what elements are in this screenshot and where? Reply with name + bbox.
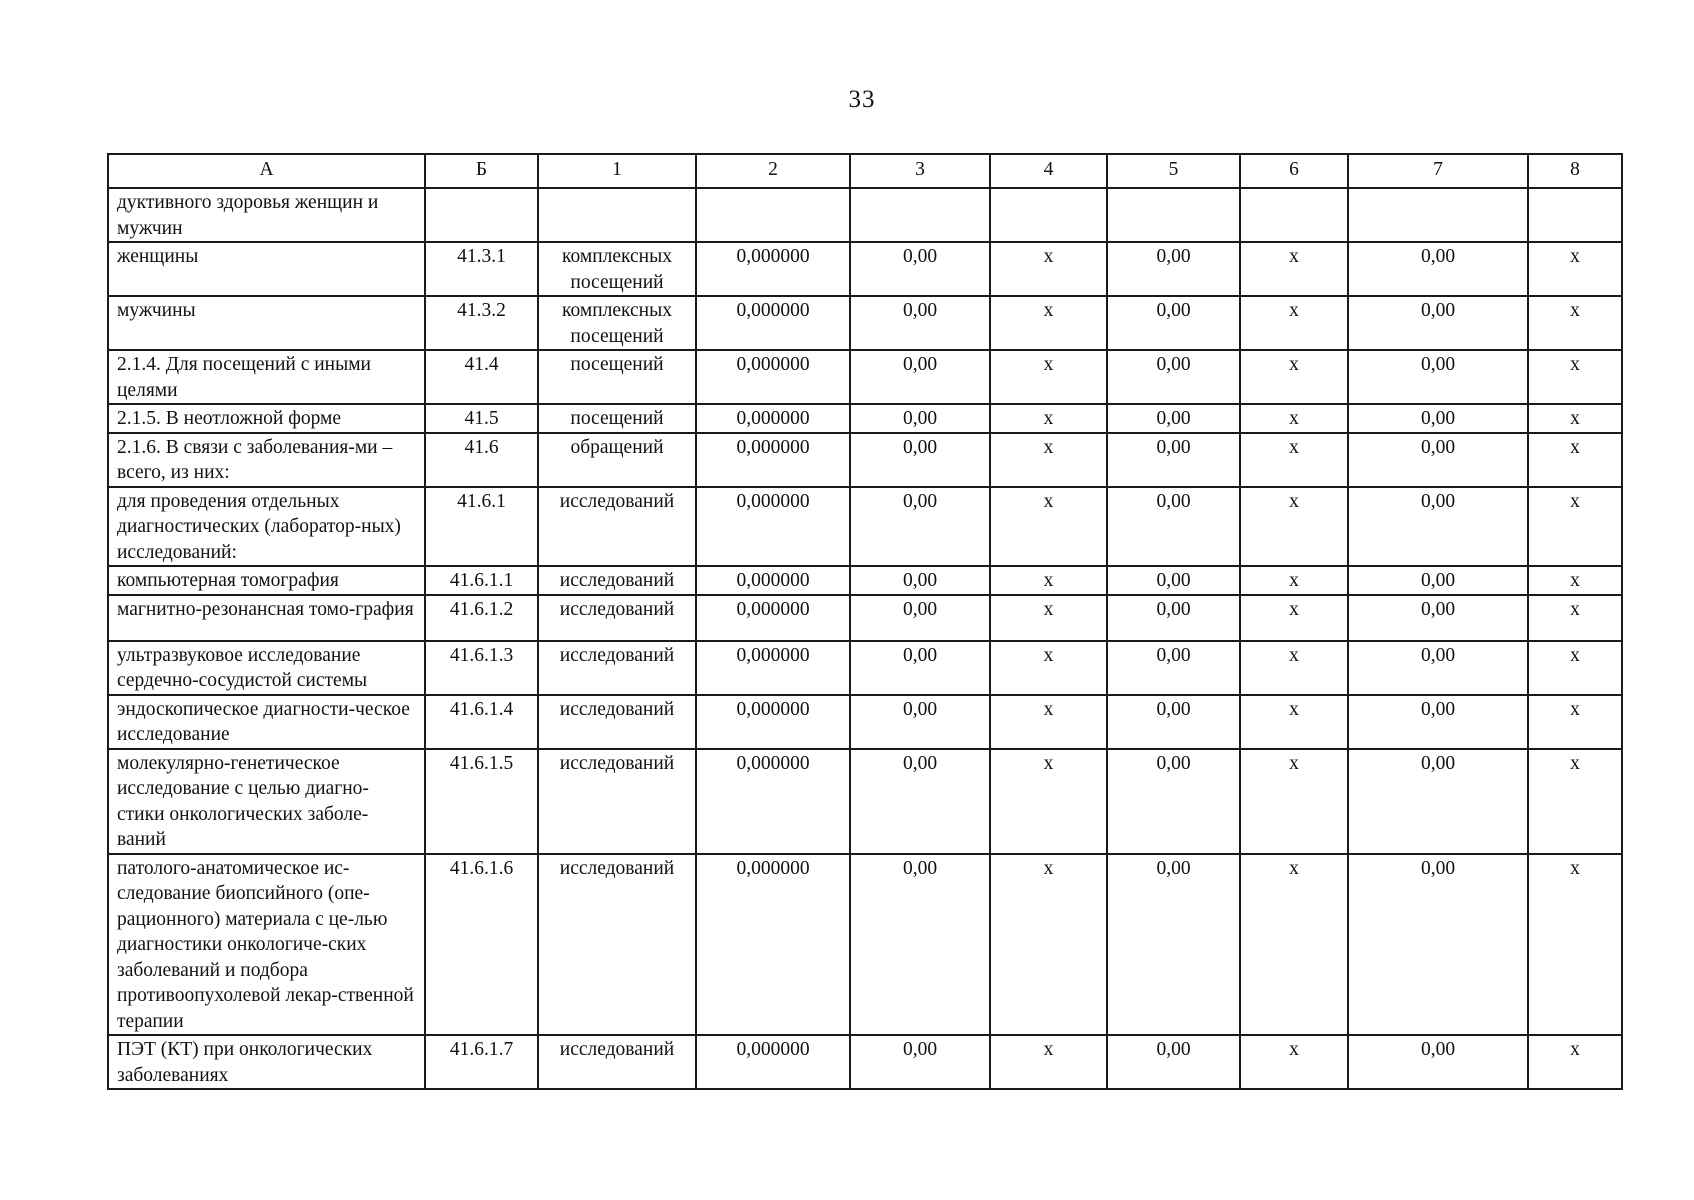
- row-unit-cell: [538, 188, 696, 242]
- row-value-cell: 0,00: [1348, 404, 1528, 433]
- row-name-cell: ПЭТ (КТ) при онкологических заболеваниях: [108, 1035, 425, 1089]
- row-unit-cell: комплексных посещений: [538, 242, 696, 296]
- header-cell-6: 6: [1240, 154, 1348, 188]
- header-cell-4: 4: [990, 154, 1107, 188]
- row-value-cell: 0,000000: [696, 641, 850, 695]
- table-row: [108, 242, 1622, 296]
- row-value-cell: 0,00: [1348, 595, 1528, 641]
- table-row: [108, 595, 1622, 641]
- row-name-cell: молекулярно-генетическое исследование с целью диагно-стики онкологических заболе-ваний: [108, 749, 425, 854]
- table-row: [108, 404, 1622, 433]
- table-row: [108, 350, 1622, 404]
- row-name-cell: ультразвуковое исследование сердечно-сосудистой системы: [108, 641, 425, 695]
- row-value-cell: 0,00: [1348, 854, 1528, 1036]
- row-code-cell: 41.3.2: [425, 296, 538, 350]
- row-unit-cell: исследований: [538, 854, 696, 1036]
- row-value-cell: [1107, 188, 1240, 242]
- row-value-cell: 0,00: [1107, 433, 1240, 487]
- row-name-cell: для проведения отдельных диагностических (лаборатор-ных) исследований:: [108, 487, 425, 567]
- row-value-cell: 0,00: [1348, 566, 1528, 595]
- row-mark-cell: х: [990, 487, 1107, 567]
- row-mark-cell: х: [990, 433, 1107, 487]
- row-code-cell: 41.6.1.3: [425, 641, 538, 695]
- row-mark-cell: х: [1528, 641, 1622, 695]
- row-mark-cell: х: [990, 566, 1107, 595]
- row-unit-cell: посещений: [538, 350, 696, 404]
- row-mark-cell: х: [990, 749, 1107, 854]
- row-code-cell: 41.6.1.6: [425, 854, 538, 1036]
- row-value-cell: 0,00: [850, 242, 990, 296]
- row-value-cell: 0,00: [850, 487, 990, 567]
- row-mark-cell: х: [1528, 350, 1622, 404]
- row-mark-cell: х: [990, 641, 1107, 695]
- row-mark-cell: х: [1528, 242, 1622, 296]
- row-mark-cell: х: [990, 595, 1107, 641]
- row-value-cell: 0,000000: [696, 1035, 850, 1089]
- row-name-cell: эндоскопическое диагности-ческое исследование: [108, 695, 425, 749]
- row-value-cell: 0,00: [1107, 242, 1240, 296]
- row-unit-cell: обращений: [538, 433, 696, 487]
- row-value-cell: 0,00: [1348, 350, 1528, 404]
- header-cell-1: 1: [538, 154, 696, 188]
- header-cell-8: 8: [1528, 154, 1622, 188]
- table-row: [108, 566, 1622, 595]
- row-mark-cell: х: [1240, 1035, 1348, 1089]
- row-mark-cell: х: [990, 854, 1107, 1036]
- row-value-cell: [850, 188, 990, 242]
- row-value-cell: 0,00: [1107, 350, 1240, 404]
- row-value-cell: 0,000000: [696, 487, 850, 567]
- row-value-cell: 0,000000: [696, 242, 850, 296]
- row-code-cell: 41.6.1.2: [425, 595, 538, 641]
- row-value-cell: 0,00: [1107, 854, 1240, 1036]
- row-name-cell: патолого-анатомическое ис-следование биопсийного (опе-рационного) материала с це-лью диагностики онкологиче-ских заболеваний и подбора противоопухолевой лекар-ственной терапии: [108, 854, 425, 1036]
- row-mark-cell: х: [1528, 296, 1622, 350]
- row-value-cell: 0,00: [850, 296, 990, 350]
- row-mark-cell: х: [990, 350, 1107, 404]
- row-value-cell: 0,00: [1107, 566, 1240, 595]
- page-number: 33: [848, 86, 876, 113]
- row-mark-cell: х: [1528, 595, 1622, 641]
- row-value-cell: 0,00: [1348, 242, 1528, 296]
- row-value-cell: 0,000000: [696, 749, 850, 854]
- row-value-cell: 0,00: [1107, 641, 1240, 695]
- row-mark-cell: х: [1240, 404, 1348, 433]
- row-mark-cell: х: [1240, 433, 1348, 487]
- row-code-cell: 41.5: [425, 404, 538, 433]
- row-value-cell: 0,00: [1107, 404, 1240, 433]
- row-mark-cell: х: [1528, 404, 1622, 433]
- table-row: [108, 433, 1622, 487]
- row-mark-cell: х: [1240, 854, 1348, 1036]
- row-value-cell: 0,00: [850, 695, 990, 749]
- row-value-cell: 0,00: [1348, 641, 1528, 695]
- row-name-cell: женщины: [108, 242, 425, 296]
- table-row: [108, 188, 1622, 242]
- row-name-cell: компьютерная томография: [108, 566, 425, 595]
- row-name-cell: 2.1.5. В неотложной форме: [108, 404, 425, 433]
- header-cell-2: 2: [696, 154, 850, 188]
- row-mark-cell: х: [1528, 695, 1622, 749]
- row-mark-cell: х: [990, 695, 1107, 749]
- row-value-cell: 0,00: [850, 595, 990, 641]
- row-mark-cell: х: [1240, 566, 1348, 595]
- row-value-cell: 0,000000: [696, 595, 850, 641]
- row-value-cell: 0,00: [850, 404, 990, 433]
- row-value-cell: [696, 188, 850, 242]
- row-value-cell: 0,00: [1348, 1035, 1528, 1089]
- row-mark-cell: х: [1240, 595, 1348, 641]
- row-mark-cell: х: [1240, 350, 1348, 404]
- row-value-cell: 0,000000: [696, 854, 850, 1036]
- row-code-cell: 41.3.1: [425, 242, 538, 296]
- table-row: [108, 854, 1622, 1036]
- header-cell-3: 3: [850, 154, 990, 188]
- row-unit-cell: исследований: [538, 749, 696, 854]
- row-unit-cell: посещений: [538, 404, 696, 433]
- row-mark-cell: х: [1528, 1035, 1622, 1089]
- row-name-cell: магнитно-резонансная томо-графия: [108, 595, 425, 641]
- row-name-cell: 2.1.6. В связи с заболевания-ми – всего, из них:: [108, 433, 425, 487]
- header-cell-5: 5: [1107, 154, 1240, 188]
- row-value-cell: 0,00: [1348, 433, 1528, 487]
- row-value-cell: 0,00: [850, 641, 990, 695]
- row-mark-cell: х: [1528, 566, 1622, 595]
- row-value-cell: 0,00: [850, 1035, 990, 1089]
- row-value-cell: 0,000000: [696, 566, 850, 595]
- row-mark-cell: [990, 188, 1107, 242]
- row-mark-cell: х: [1528, 854, 1622, 1036]
- header-cell-a: А: [108, 154, 425, 188]
- row-value-cell: [1348, 188, 1528, 242]
- row-mark-cell: х: [1528, 487, 1622, 567]
- row-mark-cell: х: [1240, 695, 1348, 749]
- row-name-cell: дуктивного здоровья женщин и мужчин: [108, 188, 425, 242]
- table-row: [108, 296, 1622, 350]
- row-value-cell: 0,00: [850, 433, 990, 487]
- row-unit-cell: исследований: [538, 566, 696, 595]
- row-mark-cell: х: [990, 296, 1107, 350]
- header-cell-7: 7: [1348, 154, 1528, 188]
- row-unit-cell: исследований: [538, 695, 696, 749]
- row-mark-cell: х: [1240, 641, 1348, 695]
- row-value-cell: 0,000000: [696, 404, 850, 433]
- header-row: [108, 154, 1622, 188]
- table-row: [108, 487, 1622, 567]
- row-value-cell: 0,00: [1107, 749, 1240, 854]
- row-unit-cell: исследований: [538, 595, 696, 641]
- row-value-cell: 0,00: [850, 566, 990, 595]
- row-mark-cell: х: [1240, 487, 1348, 567]
- row-name-cell: 2.1.4. Для посещений с иными целями: [108, 350, 425, 404]
- row-value-cell: 0,00: [1107, 296, 1240, 350]
- row-code-cell: 41.6.1.5: [425, 749, 538, 854]
- row-value-cell: 0,00: [850, 749, 990, 854]
- row-mark-cell: х: [1240, 242, 1348, 296]
- row-code-cell: 41.6.1: [425, 487, 538, 567]
- table-row: [108, 1035, 1622, 1089]
- table-row: [108, 695, 1622, 749]
- row-unit-cell: комплексных посещений: [538, 296, 696, 350]
- row-value-cell: 0,00: [1107, 1035, 1240, 1089]
- row-value-cell: 0,00: [1348, 749, 1528, 854]
- row-value-cell: 0,00: [1348, 695, 1528, 749]
- row-value-cell: 0,000000: [696, 695, 850, 749]
- table-row: [108, 641, 1622, 695]
- row-name-cell: мужчины: [108, 296, 425, 350]
- data-table: [107, 153, 1623, 1090]
- row-unit-cell: исследований: [538, 1035, 696, 1089]
- row-mark-cell: х: [1528, 749, 1622, 854]
- row-code-cell: [425, 188, 538, 242]
- row-value-cell: 0,00: [1348, 296, 1528, 350]
- row-mark-cell: х: [990, 242, 1107, 296]
- header-cell-b: Б: [425, 154, 538, 188]
- row-unit-cell: исследований: [538, 641, 696, 695]
- row-mark-cell: [1528, 188, 1622, 242]
- row-unit-cell: исследований: [538, 487, 696, 567]
- row-code-cell: 41.4: [425, 350, 538, 404]
- row-mark-cell: х: [990, 404, 1107, 433]
- row-value-cell: 0,000000: [696, 350, 850, 404]
- row-mark-cell: х: [1528, 433, 1622, 487]
- row-value-cell: 0,00: [1107, 595, 1240, 641]
- row-code-cell: 41.6.1.7: [425, 1035, 538, 1089]
- row-value-cell: 0,00: [1107, 487, 1240, 567]
- row-mark-cell: х: [1240, 749, 1348, 854]
- row-value-cell: 0,00: [1107, 695, 1240, 749]
- row-value-cell: 0,00: [850, 854, 990, 1036]
- row-mark-cell: х: [1240, 296, 1348, 350]
- row-mark-cell: х: [990, 1035, 1107, 1089]
- row-code-cell: 41.6.1.1: [425, 566, 538, 595]
- row-value-cell: 0,00: [850, 350, 990, 404]
- row-value-cell: 0,00: [1348, 487, 1528, 567]
- row-value-cell: 0,000000: [696, 433, 850, 487]
- row-code-cell: 41.6: [425, 433, 538, 487]
- row-value-cell: 0,000000: [696, 296, 850, 350]
- row-code-cell: 41.6.1.4: [425, 695, 538, 749]
- table-row: [108, 749, 1622, 854]
- row-mark-cell: [1240, 188, 1348, 242]
